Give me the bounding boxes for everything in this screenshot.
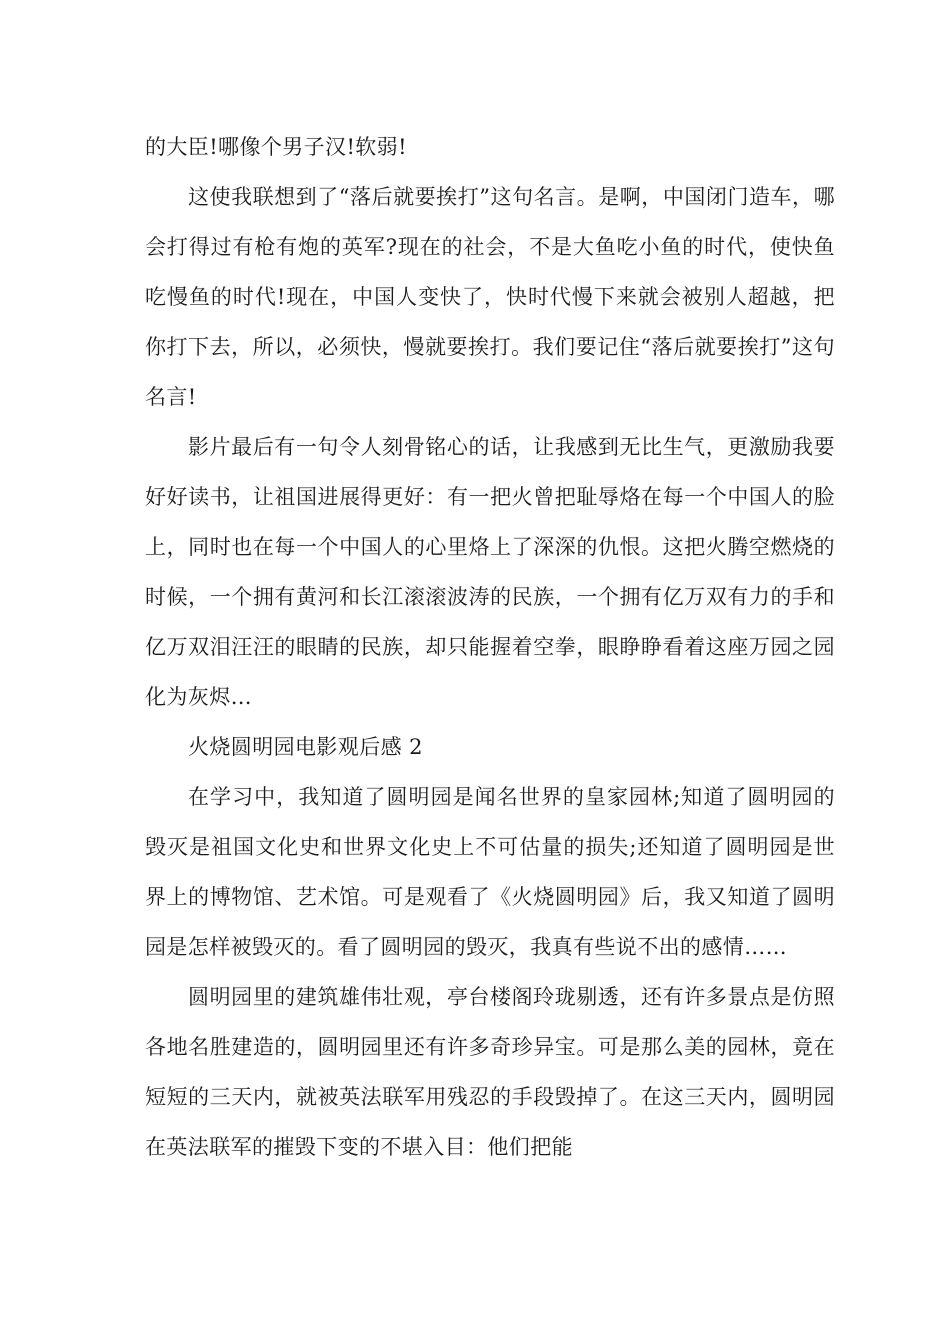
document-body xyxy=(145,122,835,1172)
paragraph-4: 在学习中，我知道了圆明园是闻名世界的皇家园林;知道了圆明园的毁灭是祖国文化史和世界文化史上不可估量的损失;还知道了圆明园是世界上的博物馆、艺术馆。可是观看了《火烧圆明园》后，我又知道了圆明园是怎样被毁灭的。看了圆明园的毁灭，我真有些说不出的感情…… xyxy=(145,785,835,959)
paragraph-1: 的大臣!哪像个男子汉!软弱! xyxy=(145,135,407,159)
paragraph-5: 圆明园里的建筑雄伟壮观，亭台楼阁玲珑剔透，还有许多景点是仿照各地名胜建造的，圆明园里还有许多奇珍异宝。可是那么美的园林，竟在短短的三天内，就被英法联军用残忍的手段毁掉了。在这三天内，圆明园在英法联军的摧毁下变的不堪入目：他们把能 xyxy=(145,985,835,1159)
paragraph-3: 影片最后有一句令人刻骨铭心的话，让我感到无比生气，更激励我要好好读书，让祖国进展得更好：有一把火曾把耻辱烙在每一个中国人的脸上，同时也在每一个中国人的心里烙上了深深的仇恨。这把火腾空燃烧的时候，一个拥有黄河和长江滚滚波涛的民族，一个拥有亿万双有力的手和亿万双泪汪汪的眼睛的民族，却只能握着空拳，眼睁睁看着这座万园之园化为灰烬… xyxy=(145,435,835,709)
section-title: 火烧圆明园电影观后感 2 xyxy=(188,735,423,759)
paragraph-2: 这使我联想到了“落后就要挨打”这句名言。是啊，中国闭门造车，哪会打得过有枪有炮的英军?现在的社会，不是大鱼吃小鱼的时代，使快鱼吃慢鱼的时代!现在，中国人变快了，快时代慢下来就会被别人超越，把你打下去，所以，必须快，慢就要挨打。我们要记住“落后就要挨打”这句名言! xyxy=(145,185,835,409)
